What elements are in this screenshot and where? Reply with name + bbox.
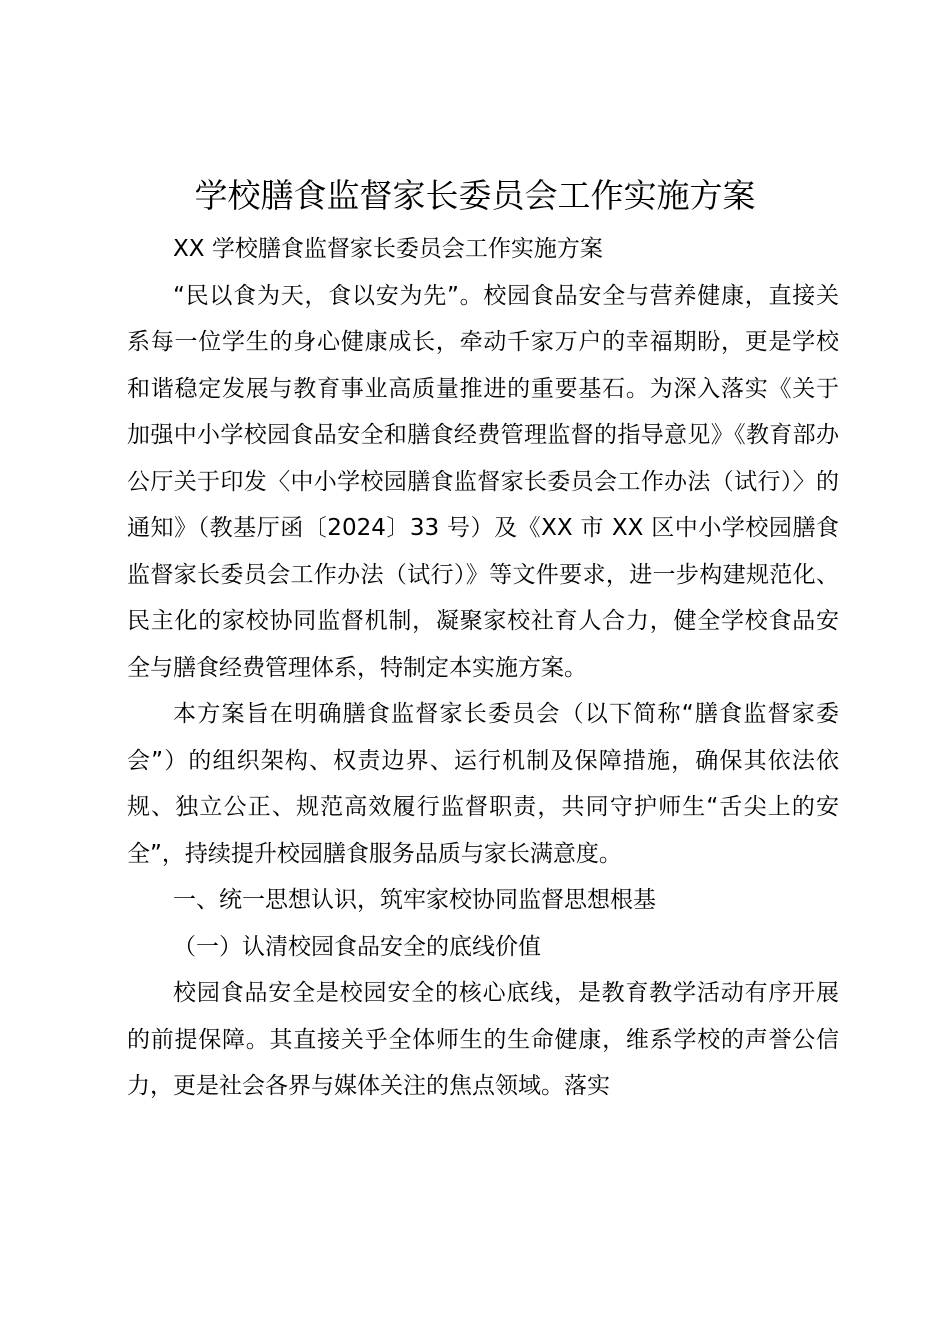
document-body xyxy=(127,226,839,1110)
section-paragraph: 校园食品安全是校园安全的核心底线，是教育教学活动有序开展的前提保障。其直接关乎全体师生的生命健康，维系学校的声誉公信力，更是社会各界与媒体关注的焦点领域。落实 xyxy=(127,980,839,1099)
subtitle-paragraph: XX 学校膳食监督家长委员会工作实施方案 xyxy=(173,236,603,262)
intro-paragraph: “民以食为天，食以安为先”。校园食品安全与营养健康，直接关系每一位学生的身心健康成长，牵动千家万户的幸福期盼，更是学校和谐稳定发展与教育事业高质量推进的重要基石。为深入落实《关于加强中小学校园食品安全和膳食经费管理监督的指导意见》《教育部办公厅关于印发〈中小学校园膳食监督家长委员会工作办法（试行）〉的通知》（教基厅函〔2024〕33 号）及《XX 市 XX 区中小学校园膳食监督家长委员会工作办法（试行）》等文件要求，进一步构建规范化、民主化的家校协同监督机制，凝聚家校社育人合力，健全学校食品安全与膳食经费管理体系，特制定本实施方案。 xyxy=(127,282,839,681)
document-title: 学校膳食监督家长委员会工作实施方案 xyxy=(194,176,756,215)
purpose-paragraph: 本方案旨在明确膳食监督家长委员会（以下简称“膳食监督家委会”）的组织架构、权责边界、运行机制及保障措施，确保其依法依规、独立公正、规范高效履行监督职责，共同守护师生“舌尖上的安全”，持续提升校园膳食服务品质与家长满意度。 xyxy=(127,701,839,867)
section-heading: 一、统一思想认识，筑牢家校协同监督思想根基 xyxy=(173,887,656,913)
subsection-heading: （一）认清校园食品安全的底线价值 xyxy=(173,933,541,960)
